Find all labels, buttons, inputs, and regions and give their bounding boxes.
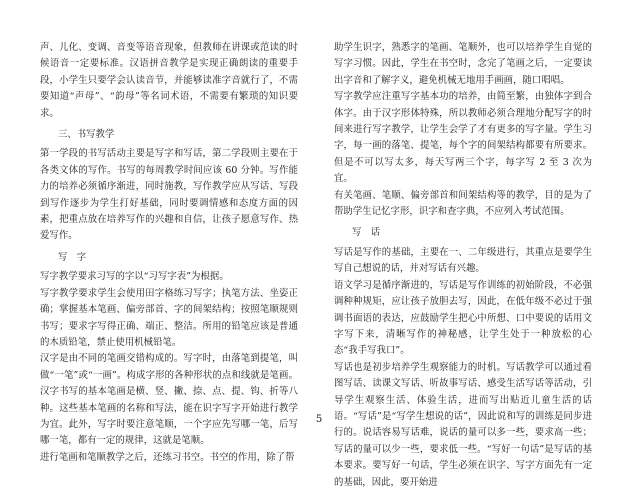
left-column: [40, 40, 298, 466]
paragraph-stroke-order: 进行笔画和笔顺教学之后，还练习书空。书空的作用，除了帮: [40, 451, 295, 463]
paragraph-character-list: 写字教学要求习写的字以“习写字表”为根据。: [40, 271, 229, 283]
paragraph-writing-overview: 第一学段的书写活动主要是写字和写话，第二学段则主要在于各类文体的写作。书写的每周教学时间应该 60 分钟。写作能力的培养必须循序渐进，同时施教，写作教学应从写话、写段到写作逐步为学生打好基础，同时要调情感和态度方面的因素，把重点放在培养写作的兴趣和自信，让孩子愿意写作、热爱写作。: [40, 148, 298, 242]
page-number: 5: [315, 414, 323, 425]
paragraph-character-requirements: 写字教学要求学生会使用田字格练习写字；执笔方法、坐姿正确；掌握基本笔画、偏旁部首、字的间架结构；按照笔顺规则书写；要求字写得正确、端正、整洁。所用的铅笔应该是普通的木质铅笔，禁止使用机械铅笔。: [40, 287, 298, 348]
subheading-characters: 写 字: [58, 251, 87, 263]
paragraph-sentence-foundation: 写话是写作的基础，主要在一、二年级进行，其重点是要学生写自己想说的话，并对写话有兴趣。: [334, 246, 592, 275]
subheading-sentences: 写 话: [352, 227, 381, 239]
paragraph-exam-scope: 有关笔画、笔顺、偏旁部首和间架结构等的教学，目的是为了帮助学生记忆字形，识字和查字典，不应列入考试范围。: [334, 189, 592, 218]
paragraph-writing-basics: 写字教学应注重写字基本功的培养，由简至繁，由独体字到合体字。由于汉字形体特殊，所以教师必须合理地分配写字的时间来进行写字教学，让学生会学了才有更多的写字量。学生习字，每一画的落笔、提笔，每个字的间架结构都要有所要求。但是不可以写太多，每天写两三个字，每字写 2 至 3 次为宜。: [334, 91, 592, 185]
section-heading-writing: 三、书写教学: [58, 129, 115, 141]
paragraph-strokes: 汉字是由不同的笔画交错构成的。写字时，由落笔到提笔，叫做“一笔”或“一画”。构成字形的各种形状的点和线就是笔画。汉字书写的基本笔画是横、竖、撇、捺、点、提、钩、折等八种。这些基本笔画的名称和写法，能在识字写字开始进行教学为宜。此外，写字时要注意笔顺，一个字应先写哪一笔，后写哪一笔，都有一定的规律，这就是笔顺。: [40, 353, 298, 447]
paragraph-observation: 写话也是初步培养学生观察能力的时机。写话教学可以通过看图写话、读课文写话、听故事写话、感受生活写话等活动，引导学生观察生活、体验生活，进而写出贴近儿童生活的话语。“写话”是“写学生想说的话”，因此说和写的训练是同步进行的。说话容易写话难，说话的量可以多一些，要求高一些；写话的量可以少一些，要求低一些。“写好一句话”是写话的基本要求。要写好一句话，学生必须在识字、写字方面先有一定的基础，因此，要开始进: [334, 361, 592, 488]
paragraph-pinyin-note: 声、儿化、变调、音变等语音现象，但教师在讲课或范读的时候语音一定要标准。汉语拼音教学是实现正确朗读的重要手段，小学生只要学会认读音节，并能够读准字音就行了，不需要知道“声母”、“韵母”等名词术语，不需要有繁琐的知识要求。: [40, 42, 298, 119]
paragraph-air-writing: 助学生识字，熟悉字的笔画、笔顺外，也可以培养学生自觉的写字习惯。因此，学生在书空时，念完了笔画之后，一定要读出字音和了解字义，避免机械无地用手画画，随口唱唱。: [334, 42, 592, 86]
paragraph-gradual-learning: 语文学习是循序渐进的，写话是写作训练的初始阶段，不必强调种种规矩，应让孩子放胆去写，因此，在低年级不必过于强调书面语的表达，应鼓励学生把心中所想、口中要说的话用文字写下来，清晰写作的神秘感，让学生处于一种放松的心态“我手写我口”。: [334, 279, 592, 357]
